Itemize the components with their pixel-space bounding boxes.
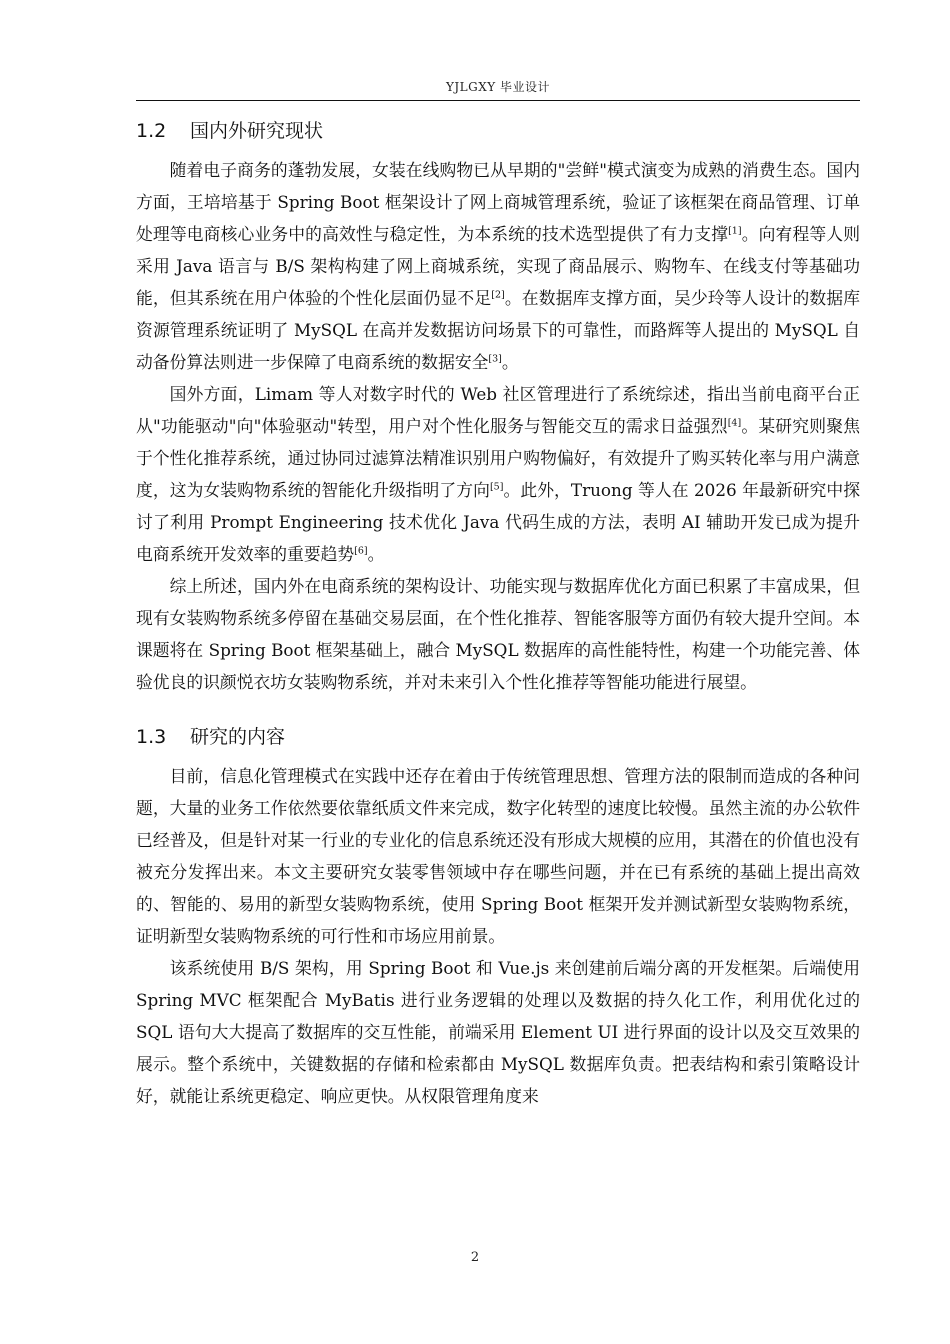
paragraph-text: 。在数据库支撑方面，吴少玲等人设计的数据库资源管理系统证明了 MySQL 在高并发数据访问场景下的可靠性，而路辉等人提出的 MySQL 自动备份算法则进一步保障了电商系统的数据安全 xyxy=(136,288,860,372)
paragraph-text: 该系统使用 B/S 架构，用 Spring Boot 和 Vue.js 来创建前后端分离的开发框架。后端使用 Spring MVC 框架配合 MyBatis 进行业务逻辑的处理以及数据的持久化工作，利用优化过的 SQL 语句大大提高了数据库的交互性能，前端采用 Element UI 进行界面的设计以及交互效果的展示。整个系统中，关键数据的存储和检索都由 MySQL 数据库负责。把表结构和索引策略设计好，就能让系统更稳定、响应更快。从权限管理角度来 xyxy=(136,958,860,1106)
citation-marker: [3] xyxy=(488,353,502,365)
citation-marker: [4] xyxy=(727,417,742,429)
citation-marker: [1] xyxy=(728,225,742,237)
body-paragraph xyxy=(136,952,860,1112)
body-paragraph xyxy=(136,570,860,698)
body-paragraph xyxy=(136,378,860,570)
paragraph-text: 随着电子商务的蓬勃发展，女装在线购物已从早期的"尝鲜"模式演变为成熟的消费生态。国内方面，王培培基于 Spring Boot 框架设计了网上商城管理系统，验证了该框架在商品管理、订单处理等电商核心业务中的高效性与稳定性，为本系统的技术选型提供了有力支撑 xyxy=(136,160,860,244)
section-number: 1.2 xyxy=(136,120,167,142)
body-paragraph xyxy=(136,154,860,378)
paragraph-text: 。 xyxy=(501,352,519,372)
page-body xyxy=(136,114,860,1112)
section-heading xyxy=(136,114,860,148)
paragraph-text: 目前，信息化管理模式在实践中还存在着由于传统管理思想、管理方法的限制而造成的各种问题，大量的业务工作依然要依靠纸质文件来完成，数字化转型的速度比较慢。虽然主流的办公软件已经普及，但是针对某一行业的专业化的信息系统还没有形成大规模的应用，其潜在的价值也没有被充分发挥出来。本文主要研究女装零售领域中存在哪些问题，并在已有系统的基础上提出高效的、智能的、易用的新型女装购物系统，使用 Spring Boot 框架开发并测试新型女装购物系统，证明新型女装购物系统的可行性和市场应用前景。 xyxy=(136,766,860,946)
section-title: 国内外研究现状 xyxy=(190,120,324,142)
body-paragraph xyxy=(136,760,860,952)
paragraph-text: 。向宥程等人则采用 Java 语言与 B/S 架构构建了网上商城系统，实现了商品展示、购物车、在线支付等基础功能，但其系统在用户体验的个性化层面仍显不足 xyxy=(136,224,860,308)
paragraph-text: 。 xyxy=(367,544,385,564)
citation-marker: [5] xyxy=(489,481,504,493)
paragraph-text: 。某研究则聚焦于个性化推荐系统，通过协同过滤算法精准识别用户购物偏好，有效提升了购买转化率与用户满意度，这为女装购物系统的智能化升级指明了方向 xyxy=(136,416,860,500)
section-number: 1.3 xyxy=(136,726,167,748)
paragraph-text: 。此外，Truong 等人在 2026 年最新研究中探讨了利用 Prompt Engineering 技术优化 Java 代码生成的方法，表明 AI 辅助开发已成为提升电商系统开发效率的重要趋势 xyxy=(136,480,860,564)
header-rule xyxy=(136,100,860,101)
page-number: 2 xyxy=(470,1250,480,1265)
paragraph-text: 综上所述，国内外在电商系统的架构设计、功能实现与数据库优化方面已积累了丰富成果，但现有女装购物系统多停留在基础交易层面，在个性化推荐、智能客服等方面仍有较大提升空间。本课题将在 Spring Boot 框架基础上，融合 MySQL 数据库的高性能特性，构建一个功能完善、体验优良的识颜悦衣坊女装购物系统，并对未来引入个性化推荐等智能功能进行展望。 xyxy=(136,576,860,692)
citation-marker: [6] xyxy=(354,545,368,557)
section-title: 研究的内容 xyxy=(190,726,286,748)
running-header: YJLGXY 毕业设计 xyxy=(445,80,551,94)
section-heading xyxy=(136,720,860,754)
citation-marker: [2] xyxy=(491,289,505,301)
paragraph-text: 国外方面，Limam 等人对数字时代的 Web 社区管理进行了系统综述，指出当前电商平台正从"功能驱动"向"体验驱动"转型，用户对个性化服务与智能交互的需求日益强烈 xyxy=(136,384,860,436)
